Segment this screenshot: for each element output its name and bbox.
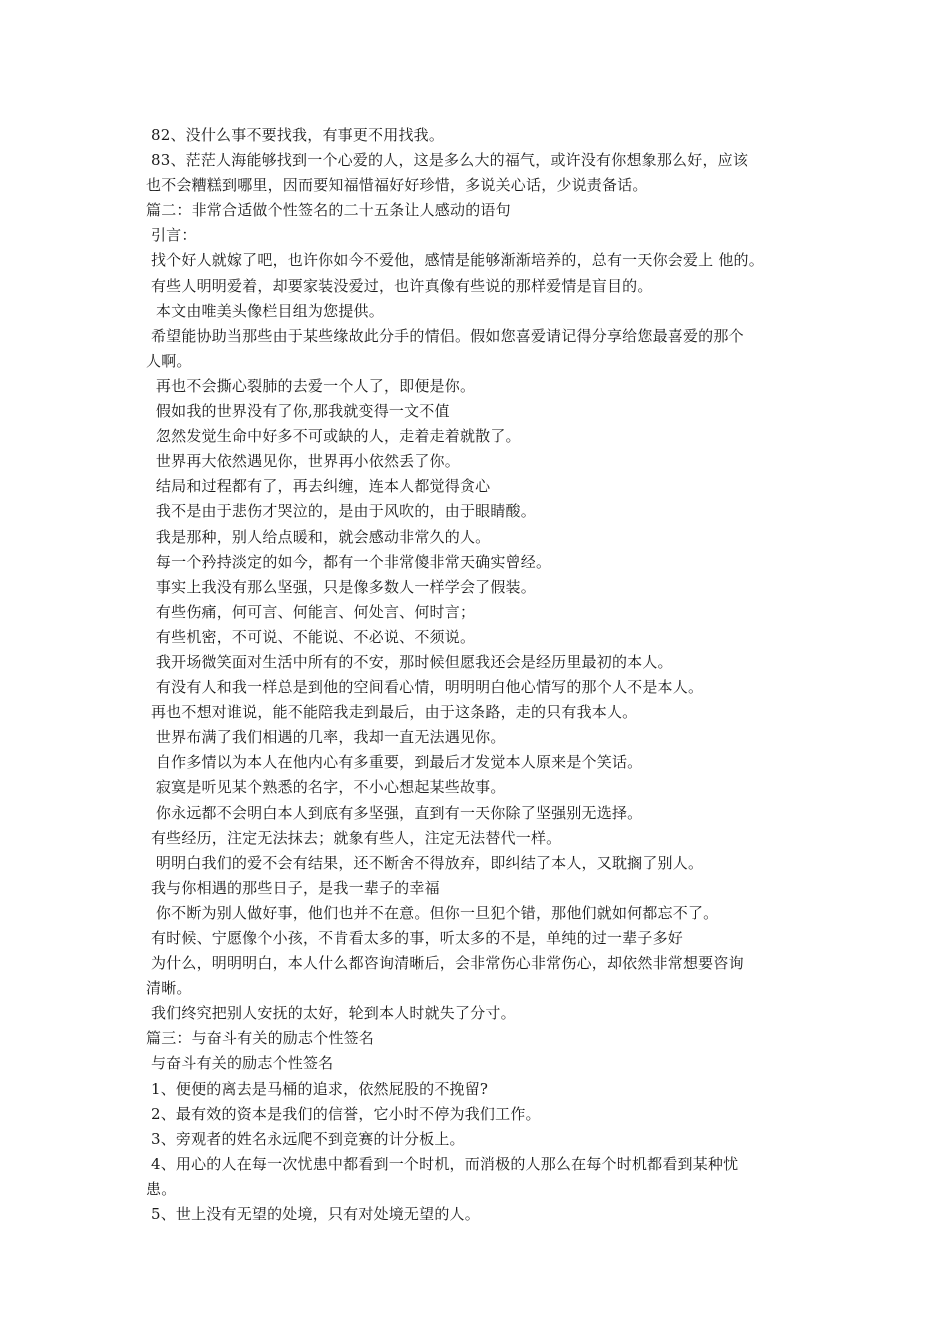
text-line: 我开场微笑面对生活中所有的不安，那时候但愿我还会是经历里最初的本人。 <box>146 652 673 671</box>
list-item-5: 5、世上没有无望的处境，只有对处境无望的人。 <box>146 1205 480 1224</box>
text-line: 事实上我没有那么坚强，只是像多数人一样学会了假装。 <box>146 577 536 596</box>
text-line: 明明白我们的爱不会有结果，还不断舍不得放弃，即纠结了本人，又耽搁了别人。 <box>146 853 704 872</box>
text-line-82: 82、没什么事不要找我，有事更不用找我。 <box>146 126 445 144</box>
text-line: 我不是由于悲伤才哭泣的，是由于风吹的，由于眼睛酸。 <box>146 502 536 521</box>
text-line: 人啊。 <box>146 351 192 370</box>
text-line: 有些机密，不可说、不能说、不必说、不须说。 <box>146 627 476 646</box>
text-line: 再也不想对谁说，能不能陪我走到最后，由于这条路，走的只有我本人。 <box>146 703 638 722</box>
text-line: 假如我的世界没有了你,那我就变得一文不值 <box>146 402 450 421</box>
text-line: 我们终究把别人安抚的太好，轮到本人时就失了分寸。 <box>146 1004 516 1023</box>
text-line: 有时候、宁愿像个小孩，不肯看太多的事，听太多的不是，单纯的过一辈子多好 <box>146 929 683 947</box>
text-line: 有些经历，注定无法抹去；就象有些人，注定无法替代一样。 <box>146 828 562 847</box>
text-line: 清晰。 <box>146 979 192 998</box>
text-line: 世界再大依然遇见你，世界再小依然丢了你。 <box>146 452 460 471</box>
list-item-3: 3、旁观者的姓名永远爬不到竞赛的计分板上。 <box>146 1129 465 1148</box>
text-line: 为什么，明明明白，本人什么都咨询清晰后，会非常伤心非常伤心，却依然非常想要咨询 <box>146 954 744 973</box>
text-line: 每一个矜持淡定的如今，都有一个非常傻非常天确实曾经。 <box>146 552 552 571</box>
subheading: 与奋斗有关的励志个性签名 <box>146 1054 334 1073</box>
text-line-83: 83、茫茫人海能够找到一个心爱的人，这是多么大的福气，或许没有你想象那么好，应该 <box>146 151 749 170</box>
text-line: 世界布满了我们相遇的几率，我却一直无法遇见你。 <box>146 728 506 747</box>
text-line: 有没有人和我一样总是到他的空间看心情，明明明白他心情写的那个人不是本人。 <box>146 678 704 697</box>
list-item-4: 4、用心的人在每一次忧患中都看到一个时机，而消极的人那么在每个时机都看到某种忧 <box>146 1154 739 1173</box>
section-heading-3: 篇三：与奋斗有关的励志个性签名 <box>146 1029 375 1048</box>
list-item-2: 2、最有效的资本是我们的信誉，它小时不停为我们工作。 <box>146 1104 541 1123</box>
text-line: 再也不会撕心裂肺的去爱一个人了，即便是你。 <box>146 376 476 395</box>
text-line: 你永远都不会明白本人到底有多坚强，直到有一天你除了坚强别无选择。 <box>146 803 643 822</box>
list-item-4-cont: 患。 <box>146 1179 177 1198</box>
text-line: 有些人明明爱着，却要家装没爱过，也许真像有些说的那样爱情是盲目的。 <box>146 276 653 295</box>
document-page <box>146 123 836 1227</box>
text-line: 找个好人就嫁了吧，也许你如今不爱他，感情是能够渐渐培养的，总有一天你会爱上 他的。 <box>146 251 764 270</box>
text-line: 寂寞是听见某个熟悉的名字，不小心想起某些故事。 <box>146 778 506 797</box>
intro-label: 引言： <box>146 226 197 245</box>
text-line: 自作多情以为本人在他内心有多重要，到最后才发觉本人原来是个笑话。 <box>146 753 643 772</box>
text-line-83-cont: 也不会糟糕到哪里，因而要知福惜福好好珍惜，多说关心话，少说责备话。 <box>146 176 648 195</box>
list-item-1: 1、便便的离去是马桶的追求，依然屁股的不挽留? <box>146 1079 489 1098</box>
text-line: 结局和过程都有了，再去纠缠，连本人都觉得贪心 <box>146 477 491 496</box>
text-line: 你不断为别人做好事，他们也并不在意。但你一旦犯个错，那他们就如何都忘不了。 <box>146 903 719 922</box>
text-line: 忽然发觉生命中好多不可或缺的人，走着走着就散了。 <box>146 427 521 446</box>
text-line: 我是那种，别人给点暖和，就会感动非常久的人。 <box>146 527 491 546</box>
text-line: 我与你相遇的那些日子，是我一辈子的幸福 <box>146 878 440 897</box>
section-heading-2: 篇二：非常合适做个性签名的二十五条让人感动的语句 <box>146 201 511 220</box>
text-line: 本文由唯美头像栏目组为您提供。 <box>146 301 384 320</box>
text-line: 希望能协助当那些由于某些缘故此分手的情侣。假如您喜爱请记得分享给您最喜爱的那个 <box>146 326 744 345</box>
text-line: 有些伤痛，何可言、何能言、何处言、何时言； <box>146 602 476 621</box>
